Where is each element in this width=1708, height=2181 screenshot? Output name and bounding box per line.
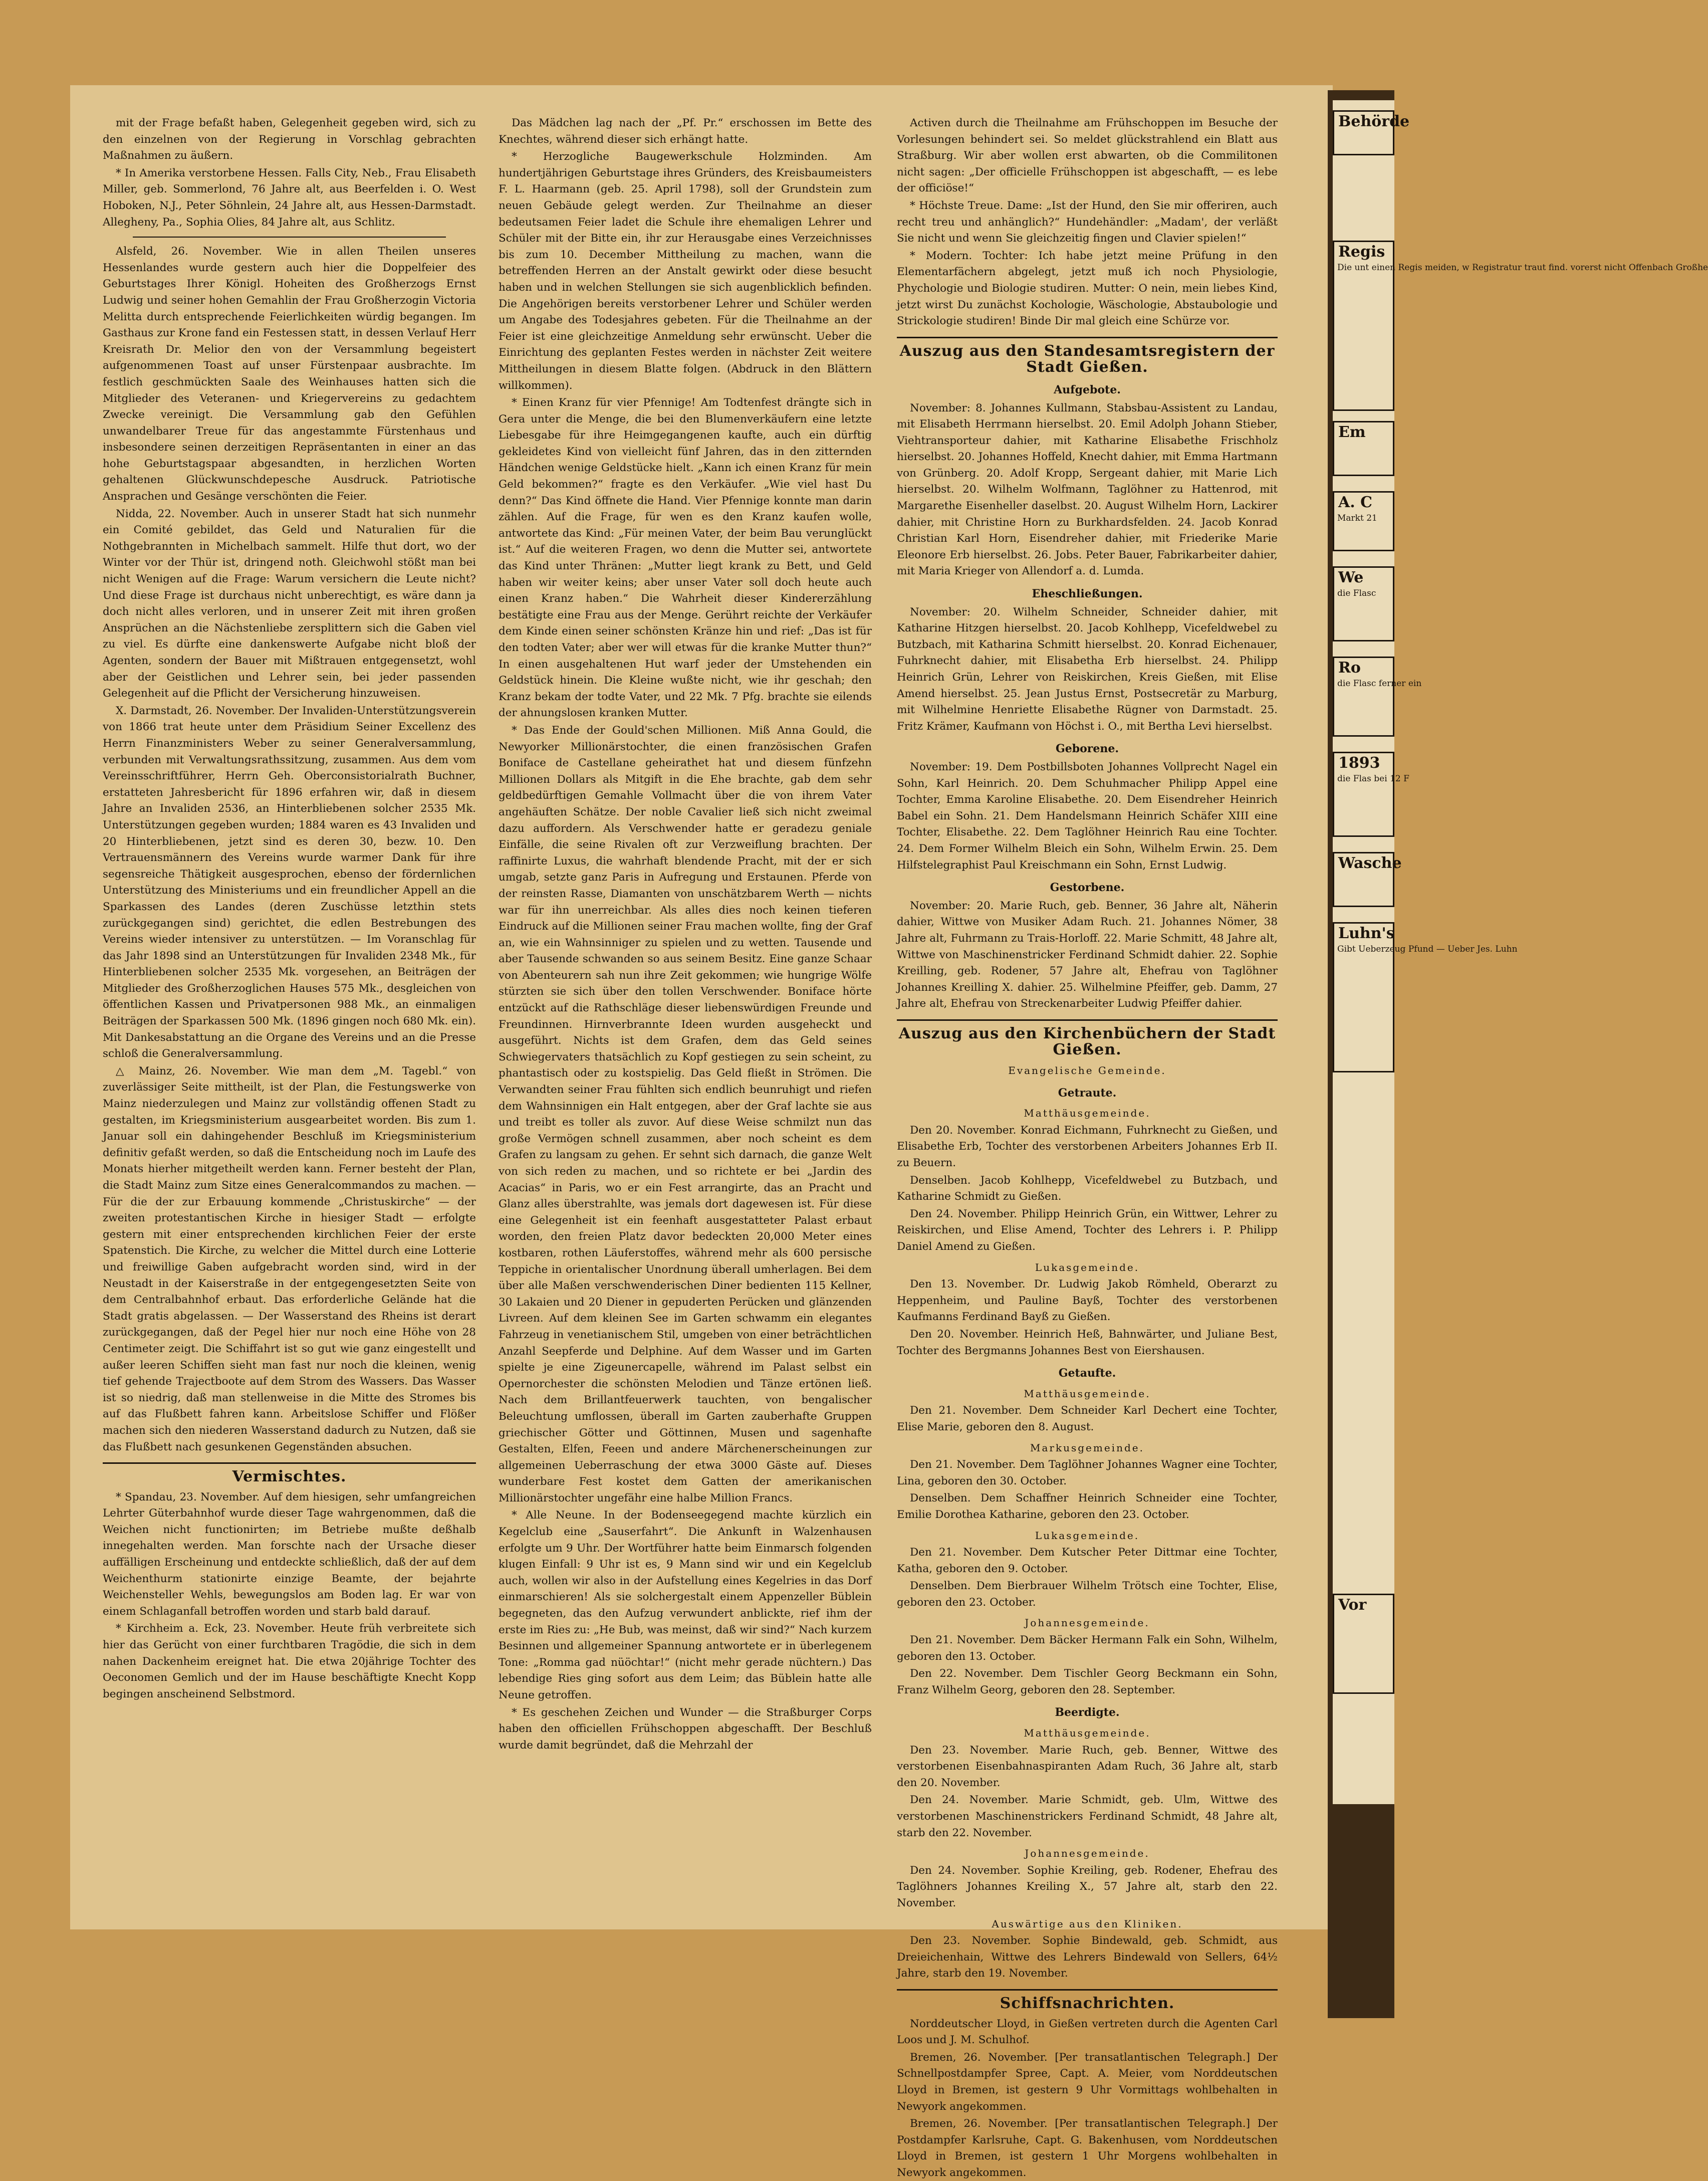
advertisement-text: Markt 21 xyxy=(1337,513,1377,523)
article-paragraph: Den 20. November. Heinrich Heß, Bahnwärter, und Juliane Best, Tochter des Bergmanns Johannes Best von Eiershausen. xyxy=(897,1328,1278,1357)
article-paragraph: Das Mädchen lag nach der „Pf. Pr.“ erschossen im Bette des Knechtes, während dieser sich erhängt hatte. xyxy=(499,117,872,146)
article-paragraph: Den 21. November. Dem Kutscher Peter Dittmar eine Tochter, Katha, geboren den 9. October. xyxy=(897,1546,1278,1575)
advertisement-box xyxy=(1333,752,1409,837)
advertisement-text: die Flasc xyxy=(1337,588,1376,598)
article-paragraph: Den 21. November. Dem Schneider Karl Dechert eine Tochter, Elise Marie, geboren den 8. August. xyxy=(897,1404,1278,1433)
section-heading: Beerdigte. xyxy=(1055,1706,1120,1719)
section-heading: Schiffsnachrichten. xyxy=(897,1989,1278,2012)
article-paragraph: Denselben. Dem Bierbrauer Wilhelm Trötsch eine Tochter, Elise, geboren den 23. October. xyxy=(897,1580,1278,1609)
column-left xyxy=(103,115,476,1700)
section-heading: Eheschließungen. xyxy=(1032,587,1143,601)
advertisement-title: Vor xyxy=(1338,1596,1367,1614)
section-heading: Matthäusgemeinde. xyxy=(1024,1107,1151,1120)
advertisement-box xyxy=(1333,421,1394,476)
article-paragraph: * Es geschehen Zeichen und Wunder — die Straßburger Corps haben den officiellen Frühschoppen abgeschafft. Der Beschluß wurde damit begründet, daß die Mehrzahl der xyxy=(499,1706,872,1752)
advertisement-text: die Flasc ferner ein xyxy=(1337,679,1422,689)
article-paragraph: Den 21. November. Dem Taglöhner Johannes Wagner eine Tochter, Lina, geboren den 30. October. xyxy=(897,1458,1278,1487)
advertisement-text: die Flas bei 12 F xyxy=(1337,774,1409,784)
article-paragraph: * Das Ende der Gould'schen Millionen. Miß Anna Gould, die Newyorker Millionärstochter, die einen französischen Grafen Boniface de Castellane geheirathet hat und diesem fünfzehn Millionen Dollars als Mitgift in die Ehe brachte, gab dem sehr geldbedürftigen Gemahle Vollmacht über die von ihrem Vater angehäuften Schätze. Der noble Cavalier ließ sich nicht zweimal dazu auffordern. Als Verschwender hatte er geradezu geniale Einfälle, die seine Rivalen oft zur Verzweiflung brachten. Der raffinirte Luxus, die wahrhaft blendende Pracht, mit der er sich umgab, setzte ganz Paris in Aufregung und Erstaunen. Pferde von der reinsten Rasse, Diamanten von unschätzbarem Werth — nichts war für ihn unerreichbar. Als alles dies noch keinen tieferen Eindruck auf die Millionen seiner Frau machen wollte, fing der Graf an, wie ein Wahnsinniger zu spielen und zu wetten. Tausende und aber Tausende schwanden so aus seinem Besitz. Eine ganze Schaar von Abenteurern sah nun ihre Zeit gekommen; wie hungrige Wölfe stürzten sie sich über den tollen Verschwender. Boniface hörte entzückt auf die Rathschläge dieser liebenswürdigen Freunde und Freundinnen. Hirnverbrannte Ideen wurden ausgeheckt und ausgeführt. Nichts ist dem Grafen, dem das Geld seines Schwiegervaters thatsächlich zu Kopf gestiegen zu sein scheint, zu phantastisch oder zu kostspielig. Das Geld fließt in Strömen. Die Verwandten seiner Frau fühlten sich endlich beunruhigt und riefen dem Wahnsinnigen ein Halt entgegen, aber der Graf lachte sie aus und treibt es toller als zuvor. Auf diese Weise schmilzt nun das große Vermögen schnell zusammen, aber noch scheint es dem Grafen zu langsam zu gehen. Er sehnt sich darnach, die ganze Welt von sich reden zu machen, und so richtete er bei „Jardin des Acacias“ in Paris, wo er ein Fest arrangirte, das an Pracht und Glanz alles überstrahlte, was jemals dort dagewesen ist. Für diese eine Gelegenheit ist ein feenhaft ausgestatteter Palast erbaut worden, den freien Platz davor bedeckten 20,000 Meter eines kostbaren, rothen Läuferstoffes, während mehr als 600 persische Teppiche in orientalischer Unordnung überall umherlagen. Bei dem über alle Maßen verschwenderischen Diner bedienten 115 Kellner, 30 Lakaien und 20 Diener in gepuderten Perücken und glänzenden Livreen. Auf dem kleinen See im Garten schwamm ein elegantes Fahrzeug in venetianischem Stil, umgeben von einer beträchtlichen Anzahl Seepferde und Delphine. Auf dem Wasser und im Garten spielte je eine Zigeunercapelle, während im Palast selbst ein Opernorchester die schönsten Melodien und Tänze ertönen ließ. Nach dem Brillantfeuerwerk tauchten, von bengalischer Beleuchtung umflossen, überall im Garten zauberhafte Gruppen griechischer Götter und Göttinnen, Musen und sagenhafte Gestalten, Elfen, Feeen und andere Märchenerscheinungen zur allgemeinen Ueberraschung der etwa 3000 Gäste auf. Dieses wunderbare Fest kostet dem Gatten der amerikanischen Millionärstochter ungefähr eine halbe Million Francs. xyxy=(499,724,872,1504)
article-paragraph: * In Amerika verstorbene Hessen. Falls City, Neb., Frau Elisabeth Miller, geb. Sommerlond, 76 Jahre alt, aus Beerfelden i. O. West Hoboken, N.J., Peter Söhnlein, 24 Jahre alt, aus Hessen-Darmstadt. Allegheny, Pa., Sophia Olies, 84 Jahre alt, aus Schlitz. xyxy=(103,166,476,229)
section-heading: Johannesgemeinde. xyxy=(1025,1847,1150,1860)
article-paragraph: November: 19. Dem Postbillsboten Johannes Vollprecht Nagel ein Sohn, Karl Heinrich. 20. Dem Schuhmacher Philipp Appel eine Tochter, Emma Karoline Elisabethe. 20. Dem Eisendreher Heinrich Babel ein Sohn. 21. Dem Handelsmann Heinrich Schäfer XIII eine Tochter, Elisabethe. 22. Dem Taglöhner Heinrich Rau eine Tochter. 24. Dem Former Wilhelm Bleich ein Sohn, Wilhelm Erwin. 25. Dem Hilfstelegraphist Paul Kreischmann ein Sohn, Ernst Ludwig. xyxy=(897,760,1278,871)
section-heading: Evangelische Gemeinde. xyxy=(1008,1064,1166,1077)
section-heading: Getaufte. xyxy=(1058,1367,1116,1380)
article-paragraph: Activen durch die Theilnahme am Frühschoppen im Besuche der Vorlesungen behindert sei. So meldet glückstrahlend ein Blatt aus Straßburg. Wir aber wollen erst abwarten, ob die Commilitonen nicht sagen: „Der officielle Frühschoppen ist abgeschafft, — es lebe der officiöse!“ xyxy=(897,117,1278,195)
section-heading: Markusgemeinde. xyxy=(1030,1441,1144,1454)
article-paragraph: △ Mainz, 26. November. Wie man dem „M. Tagebl.“ von zuverlässiger Seite mittheilt, ist der Plan, die Festungswerke von Mainz niederzulegen und Mainz zur vollständig offenen Stadt zu gestalten, im Kriegsministerium ausgearbeitet worden. Bis zum 1. Januar soll ein dahingehender Beschluß im Kriegsministerium definitiv gefaßt werden, so daß die Entscheidung noch im Laufe des Monats hierher mitgetheilt werden kann. Ferner besteht der Plan, die Stadt Mainz zum Sitze eines Generalcommandos zu machen. — Für die der zur Erbauung kommende „Christuskirche“ — der zweiten protestantischen Kirche in hiesiger Stadt — erfolgte gestern mit einer entsprechenden kirchlichen Feier der erste Spatenstich. Die Kirche, zu welcher die Mittel durch eine Lotterie und freiwillige Gaben aufgebracht worden sind, wird in der Neustadt in der Kaiserstraße in der entgegengesetzten Seite von dem Centralbahnhof erbaut. Das erforderliche Gelände hat die Stadt gratis abgelassen. — Der Wasserstand des Rheins ist derart zurückgegangen, daß der Pegel hier nur noch eine Höhe von 28 Centimeter zeigt. Die Schiffahrt ist so gut wie ganz eingestellt und außer leeren Schiffen sieht man fast nur noch die kleinen, wenig tief gehende Trajectboote auf dem Strom des Wassers. Das Wasser ist so niedrig, daß man stellenweise in die Mitte des Stromes bis auf das Flußbett fahren kann. Arbeitslose Schiffer und Flößer machen sich den niederen Wasserstand dadurch zu Nutzen, daß sie das Flußbett nach gesunkenen Gegenständen absuchen. xyxy=(103,1064,476,1453)
section-heading: Vermischtes. xyxy=(103,1462,476,1485)
advertisement-title: 1893 xyxy=(1338,754,1380,772)
article-paragraph: Norddeutscher Lloyd, in Gießen vertreten durch die Agenten Carl Loos und J. M. Schulhof. xyxy=(897,2017,1278,2047)
section-heading: Getraute. xyxy=(1058,1086,1117,1100)
article-paragraph: November: 8. Johannes Kullmann, Stabsbau-Assistent zu Landau, mit Elisabeth Herrmann hierselbst. 20. Emil Adolph Johann Stieber, Viehtransporteur dahier, mit Katharine Elisabethe Frischholz hierselbst. 20. Johannes Hoffeld, Knecht dahier, mit Emma Hartmann von Grünberg. 20. Adolf Kropp, Sergeant dahier, mit Marie Lich hierselbst. 20. Wilhelm Wolfmann, Taglöhner zu Hattenrod, mit Margarethe Eisenheller daselbst. 20. August Wilhelm Horn, Lackirer dahier, mit Christine Horn zu Burkhardsfelden. 24. Jacob Konrad Christian Karl Horn, Eisendreher dahier, mit Friederike Marie Eleonore Erb hierselbst. 26. Jobs. Peter Bauer, Fabrikarbeiter dahier, mit Maria Krieger von Allendorf a. d. Lumda. xyxy=(897,401,1278,578)
advertisement-box xyxy=(1333,1594,1394,1694)
article-paragraph: Den 24. November. Sophie Kreiling, geb. Rodener, Ehefrau des Taglöhners Johannes Kreiling X., 57 Jahre alt, starb den 22. November. xyxy=(897,1864,1278,1909)
article-paragraph: Den 24. November. Marie Schmidt, geb. Ulm, Wittwe des verstorbenen Maschinenstrickers Ferdinand Schmidt, 48 Jahre alt, starb den 22. November. xyxy=(897,1794,1278,1839)
section-heading: Geborene. xyxy=(1055,742,1119,756)
article-paragraph: * Höchste Treue. Dame: „Ist der Hund, den Sie mir offeriren, auch recht treu und anhänglich?“ Hundehändler: „Madam', der verläßt Sie nicht und wenn Sie gleichzeitig fingen und Clavier spielen!“ xyxy=(897,199,1278,245)
advertisement-box xyxy=(1333,657,1422,737)
article-paragraph: Alsfeld, 26. November. Wie in allen Theilen unseres Hessenlandes wurde gestern auch hier die Doppelfeier des Geburtstages Ihrer Königl. Hoheiten des Großherzogs Ernst Ludwig und seiner hohen Gemahlin der Frau Großherzogin Victoria Melitta durch entsprechende Feierlichkeiten würdig begangen. Im Gasthaus zur Krone fand ein Festessen statt, in dessen Verlauf Herr Kreisrath Dr. Melior den von der Versammlung begeistert aufgenommenen Toast auf unser Fürstenpaar ausbrachte. Im festlich geschmückten Saale des Weinhauses hatten sich die Mitglieder des Veteranen- und Kriegervereins zu gedachtem Zwecke vereinigt. Die Versammlung gab den Gefühlen unwandelbarer Treue für das angestammte Fürstenhaus und insbesondere seinen derzeitigen Repräsentanten in einer an das hohe Geburtstagspaar abgesandten, in herzlichen Worten gehaltenen Glückwunschdepesche Ausdruck. Patriotische Ansprachen und Gesänge verschönten die Feier. xyxy=(103,245,476,503)
article-paragraph: mit der Frage befaßt haben, Gelegenheit gegeben wird, sich zu den einzelnen von der Regierung in Vorschlag gebrachten Maßnahmen zu äußern. xyxy=(103,117,476,162)
advertisement-box xyxy=(1333,110,1410,155)
article-paragraph: * Einen Kranz für vier Pfennige! Am Todtenfest drängte sich in Gera unter die Menge, die bei den Blumenverkäufern eine letzte Liebesgabe für ihre Heimgegangenen kaufte, auch ein dürftig gekleidetes Kind von vielleicht fünf Jahren, das in den zitternden Händchen wenige Geldstücke hielt. „Kann ich einen Kranz für mein Geld bekommen?“ fragte es den Verkäufer. „Wie viel hast Du denn?“ Das Kind öffnete die Hand. Vier Pfennige konnte man darin zählen. Auf die Frage, für wen es den Kranz kaufen wolle, antwortete das Kind: „Für meinen Vater, der beim Bau verunglückt ist.“ Auf die weiteren Fragen, wo denn die Mutter sei, antwortete das Kind unter Thränen: „Mutter liegt krank zu Bett, und Geld haben wir weiter keins; aber unser Vater soll doch heute auch einen Kranz haben.“ Die Wahrheit dieser Kindererzählung bestätigte eine Frau aus der Menge. Gerührt reichte der Verkäufer dem Kinde einen seiner schönsten Kränze hin und rief: „Das ist für den todten Vater; aber wer will etwas für die kranke Mutter thun?“ In einen ausgehaltenen Hut warf jeder der Umstehenden ein Geldstück hinein. Die Kleine wußte nicht, wie ihr geschah; den Kranz bekam der todte Vater, und 22 Mk. 7 Pfg. brachte sie eilends der ahnungslosen kranken Mutter. xyxy=(499,396,872,720)
section-heading: Auszug aus den Kirchenbüchern der Stadt Gießen. xyxy=(897,1019,1278,1058)
section-heading: Gestorbene. xyxy=(1050,881,1125,895)
advertisement-box xyxy=(1333,852,1402,907)
advertisement-text: Die unt einen Regis meiden, w Registratur traut find. vorerst nicht Offenbach Großhe xyxy=(1337,263,1708,273)
advertisement-box xyxy=(1333,491,1394,551)
section-heading: Auswärtige aus den Kliniken. xyxy=(992,1917,1183,1930)
advertisement-box xyxy=(1333,241,1708,411)
section-heading: Matthäusgemeinde. xyxy=(1024,1387,1151,1400)
article-paragraph: November: 20. Wilhelm Schneider, Schneider dahier, mit Katharine Hitzgen hierselbst. 20. Jacob Kohlhepp, Vicefeldwebel zu Butzbach, mit Katharina Schmitt hierselbst. 20. Konrad Eichenauer, Fuhrknecht dahier, mit Elisabetha Erb hierselbst. 24. Philipp Heinrich Grün, Lehrer von Reiskirchen, Kreis Gießen, mit Elise Amend hierselbst. 25. Jean Justus Ernst, Postsecretär zu Marburg, mit Wilhelmine Henriette Elisabethe Rügner von Darmstadt. 25. Fritz Krämer, Kaufmann von Höchst i. O., mit Bertha Levi hierselbst. xyxy=(897,605,1278,733)
advertisement-text: Gibt Ueberzeug Pfund — Ueber Jes. Luhn xyxy=(1337,944,1518,954)
advertisement-title: Em xyxy=(1338,423,1366,441)
article-paragraph: Denselben. Dem Schaffner Heinrich Schneider eine Tochter, Emilie Dorothea Katharine, geboren den 23. October. xyxy=(897,1492,1278,1521)
advertisement-box xyxy=(1333,566,1394,641)
article-paragraph: Den 23. November. Marie Ruch, geb. Benner, Wittwe des verstorbenen Eisenbahnaspiranten Adam Ruch, 36 Jahre alt, starb den 20. November. xyxy=(897,1743,1278,1789)
section-heading: Lukasgemeinde. xyxy=(1035,1261,1140,1273)
advertisement-title: Wasche xyxy=(1338,854,1402,872)
article-paragraph: Den 20. November. Konrad Eichmann, Fuhrknecht zu Gießen, und Elisabethe Erb, Tochter des verstorbenen Arbeiters Johannes Erb II. zu Beuern. xyxy=(897,1124,1278,1170)
section-heading: Matthäusgemeinde. xyxy=(1024,1727,1151,1739)
article-paragraph: Den 22. November. Dem Tischler Georg Beckmann ein Sohn, Franz Wilhelm Georg, geboren den 28. September. xyxy=(897,1667,1278,1696)
advertisement-title: Luhn's xyxy=(1338,925,1395,942)
article-paragraph: * Modern. Tochter: Ich habe jetzt meine Prüfung in den Elementarfächern abgelegt, jetzt muß ich noch Physiologie, Phychologie und Biologie studiren. Mutter: O nein, mein liebes Kind, jetzt wirst Du zunächst Kochologie, Wäschologie, Abstaubologie und Strickologie studiren! Binde Dir mal gleich eine Schürze vor. xyxy=(897,249,1278,328)
advertisement-title: Behörde xyxy=(1338,113,1410,130)
section-heading: Lukasgemeinde. xyxy=(1035,1529,1140,1542)
article-paragraph: * Alle Neune. In der Bodenseegegend machte kürzlich ein Kegelclub eine „Sauserfahrt“. Die Ankunft in Walzenhausen erfolgte um 9 Uhr. Der Wortführer hatte beim Einmarsch folgenden klugen Einfall: 9 Uhr ist es, 9 Mann sind wir und ein Kegelclub auch, wollen wir also in der Aufstellung eines Kegelries in das Dorf einmarschieren! Als sie solchergestalt einem Appenzeller Büblein begegneten, das den Aufzug verwundert anblickte, rief ihm der erste im Ries zu: „He Bub, was meinst, daß wir sind?“ Nach kurzem Besinnen und allgemeiner Spannung antwortete er in überlegenem Tone: „Romma gad nüöchtar!“ (nicht mehr gerade nüchtern.) Das lebendige Ries ging sofort aus dem Leim; das Büblein hatte alle Neune getroffen. xyxy=(499,1509,872,1701)
article-paragraph: Bremen, 26. November. [Per transatlantischen Telegraph.] Der Schnellpostdampfer Spree, Capt. A. Meier, vom Norddeutschen Lloyd in Bremen, ist gestern 9 Uhr Vormittags wohlbehalten in Newyork angekommen. xyxy=(897,2051,1278,2113)
article-paragraph: Den 21. November. Dem Bäcker Hermann Falk ein Sohn, Wilhelm, geboren den 13. October. xyxy=(897,1634,1278,1663)
article-paragraph: * Kirchheim a. Eck, 23. November. Heute früh verbreitete sich hier das Gerücht von einer furchtbaren Tragödie, die sich in dem nahen Dackenheim ereignet hat. Die etwa 20jährige Tochter des Oeconomen Gemlich und der im Hause beschäftigte Knecht Kopp begingen anscheinend Selbstmord. xyxy=(103,1622,476,1700)
article-paragraph: X. Darmstadt, 26. November. Der Invaliden-Unterstützungsverein von 1866 trat heute unter dem Präsidium Seiner Excellenz des Herrn Finanzministers Weber zu seiner Generalversammlung, verbunden mit Verwaltungsrathssitzung, zusammen. Aus dem vom Vereinsschriftführer, Herrn Geh. Oberconsistorialrath Buchner, erstatteten Jahresbericht für 1896 erfahren wir, daß in diesem Jahre an Invaliden 2536, an Hinterbliebenen solcher 2535 Mk. Unterstützungen gegeben wurden; 1884 waren es 43 Invaliden und 20 Hinterbliebenen, jetzt sind es deren 30, bezw. 10. Den Vertrauensmännern des Vereins wurde warmer Dank für ihre segensreiche Thätigkeit ausgesprochen, ebenso der fördernlichen Unterstützung des Ministeriums und ein freundlicher Appell an die Sparkassen des Landes (deren Zuschüsse letzthin stets zurückgegangen sind) gerichtet, die edlen Bestrebungen des Vereins wieder intensiver zu unterstützen. — Im Voranschlag für das Jahr 1898 sind an Unterstützungen für Invaliden 2348 Mk., für Hinterbliebenen solcher 2535 Mk. vorgesehen, an Beiträgen der Mitglieder des Großherzoglichen Hauses 575 Mk., desgleichen von öffentlichen Kassen und Privatpersonen 988 Mk., an einmaligen Beiträgen der Sparkassen 500 Mk. (1896 gingen noch 680 Mk. ein). Mit Dankesabstattung an die Organe des Vereins und an die Presse schloß die Generalversammlung. xyxy=(103,704,476,1060)
advertisement-strip xyxy=(1333,100,1708,1804)
article-paragraph: Nidda, 22. November. Auch in unserer Stadt hat sich nunmehr ein Comité gebildet, das Geld und Naturalien für die Nothgebrannten in Michelbach sammelt. Hilfe thut dort, wo der Winter vor der Thür ist, dringend noth. Gleichwohl stößt man bei nicht Wenigen auf die Frage: Warum versichern die Leute nicht? Und diese Frage ist durchaus nicht unberechtigt, es wäre dann ja doch nicht alles verloren, und in unserer Zeit mit ihren großen Ansprüchen an die Nächstenliebe zersplittern sich die Gaben viel zu viel. Es dürfte eine dankenswerte Aufgabe nicht bloß der Agenten, sondern der Bauer mit Mißtrauen entgegensetzt, wohl aber der Geistlichen und Lehrer sein, bei jeder passenden Gelegenheit auf die Pflicht der Versicherung hinzuweisen. xyxy=(103,507,476,700)
advertisement-title: Regis xyxy=(1338,243,1385,261)
section-heading: Auszug aus den Standesamtsregistern der Stadt Gießen. xyxy=(897,337,1278,376)
advertisement-title: We xyxy=(1338,569,1364,586)
article-paragraph: * Spandau, 23. November. Auf dem hiesigen, sehr umfangreichen Lehrter Güterbahnhof wurde dieser Tage wahrgenommen, daß die Weichen nicht functionirten; im Betriebe mußte deßhalb innegehalten werden. Man forschte nach der Ursache dieser auffälligen Erscheinung und entdeckte schließlich, daß der auf dem Weichenthurm stationirte einzige Beamte, der bejahrte Weichensteller Wehls, bewegungslos am Boden lag. Er war von einem Schlaganfall betroffen worden und starb bald darauf. xyxy=(103,1490,476,1618)
advertisement-title: A. C xyxy=(1338,494,1373,511)
article-paragraph: * Herzogliche Baugewerkschule Holzminden. Am hundertjährigen Geburtstage ihres Gründers, des Kreisbaumeisters F. L. Haarmann (geb. 25. April 1798), soll der Grundstein zum neuen Gebäude gelegt werden. Zur Theilnahme an dieser bedeutsamen Feier ladet die Schule ihre ehemaligen Lehrer und Schüler mit der Bitte ein, ihr zur Herausgabe eines Verzeichnisses bis zum 10. December Mittheilung zu machen, wann die betreffenden Herren an der Anstalt gewirkt oder diese besucht haben und in welchen Stellungen sie sich augenblicklich befinden. Die Angehörigen bereits verstorbener Lehrer und Schüler werden um Angabe des Todesjahres gebeten. Für die Theilnahme an der Feier ist eine gleichzeitige Anmeldung sehr erwünscht. Ueber die Einrichtung des geplanten Festes werden in nächster Zeit weitere Mittheilungen in diesem Blatte folgen. (Abdruck in den Blättern willkommen). xyxy=(499,150,872,392)
article-paragraph: Den 13. November. Dr. Ludwig Jakob Römheld, Oberarzt zu Heppenheim, und Pauline Bayß, Tochter des verstorbenen Kaufmanns Ferdinand Bayß zu Gießen. xyxy=(897,1278,1278,1324)
advertisement-box xyxy=(1333,922,1518,1072)
article-paragraph: Den 23. November. Sophie Bindewald, geb. Schmidt, aus Dreieichenhain, Wittwe des Lehrers Bindewald von Sellers, 64½ Jahre, starb den 19. November. xyxy=(897,1934,1278,1980)
advertisement-title: Ro xyxy=(1338,659,1361,677)
section-heading: Aufgebote. xyxy=(1054,383,1121,396)
article-paragraph: Den 24. November. Philipp Heinrich Grün, ein Wittwer, Lehrer zu Reiskirchen, und Elise Amend, Tochter des Lehrers i. P. Philipp Daniel Amend zu Gießen. xyxy=(897,1207,1278,1253)
column-right xyxy=(897,115,1278,2179)
article-paragraph: Denselben. Jacob Kohlhepp, Vicefeldwebel zu Butzbach, und Katharine Schmidt zu Gießen. xyxy=(897,1174,1278,1203)
article-paragraph: Bremen, 26. November. [Per transatlantischen Telegraph.] Der Postdampfer Karlsruhe, Capt. G. Bakenhusen, vom Norddeutschen Lloyd in Bremen, ist gestern 1 Uhr Morgens wohlbehalten in Newyork angekommen. xyxy=(897,2117,1278,2179)
article-paragraph: November: 20. Marie Ruch, geb. Benner, 36 Jahre alt, Näherin dahier, Wittwe von Musiker Adam Ruch. 21. Johannes Nömer, 38 Jahre alt, Fuhrmann zu Trais-Horloff. 22. Marie Schmitt, 48 Jahre alt, Wittwe von Maschinenstricker Ferdinand Schmidt dahier. 22. Sophie Kreilling, geb. Rodener, 57 Jahre alt, Ehefrau von Taglöhner Johannes Kreilling X. dahier. 25. Wilhelmine Pfeiffer, geb. Damm, 27 Jahre alt, Ehefrau von Streckenarbeiter Ludwig Pfeiffer dahier. xyxy=(897,899,1278,1010)
section-divider xyxy=(133,237,446,238)
column-middle xyxy=(499,115,872,1899)
section-heading: Johannesgemeinde. xyxy=(1025,1617,1150,1629)
